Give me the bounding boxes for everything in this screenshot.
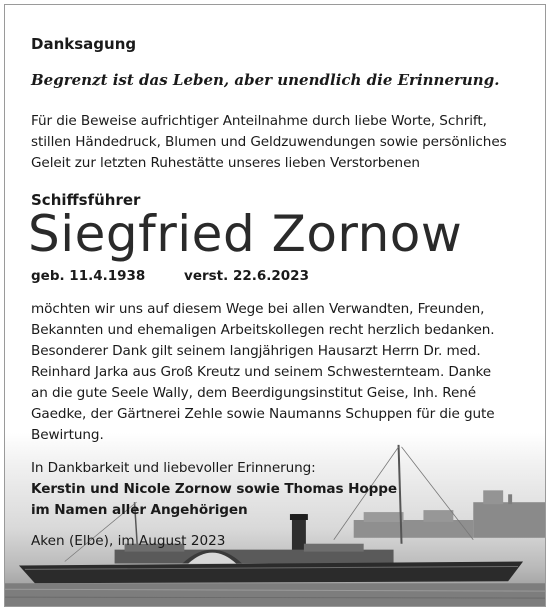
thanks-line: möchten wir uns auf diesem Wege bei allen Verwandten, Freunden,: [31, 301, 485, 317]
thanks-line: Bekannten und ehemaligen Arbeitskollegen recht herzlich bedanken.: [31, 322, 495, 338]
signers-line: im Namen aller Angehörigen: [31, 502, 248, 518]
death-date: verst. 22.6.2023: [184, 268, 309, 284]
closing-line: In Dankbarkeit und liebevoller Erinnerung:: [31, 460, 316, 476]
intro-line: Für die Beweise aufrichtiger Anteilnahme durch liebe Worte, Schrift,: [31, 113, 487, 129]
notice-heading: Danksagung: [31, 35, 137, 53]
thanks-line: Gaedke, der Gärtnerei Zehle sowie Naumanns Schuppen für die gute: [31, 406, 495, 422]
motto-quote: Begrenzt ist das Leben, aber unendlich die Erinnerung.: [31, 71, 500, 89]
intro-line: stillen Händedruck, Blumen und Geldzuwendungen sowie persönliches: [31, 134, 507, 150]
intro-paragraph: [31, 111, 507, 174]
life-dates: [31, 268, 309, 284]
place-and-date: Aken (Elbe), im August 2023: [31, 533, 226, 549]
closing-block: [31, 458, 397, 521]
birth-date: geb. 11.4.1938: [31, 268, 146, 284]
deceased-name: Siegfried Zornow: [28, 205, 463, 263]
thanks-line: Bewirtung.: [31, 427, 104, 443]
signers-line: Kerstin und Nicole Zornow sowie Thomas Hoppe: [31, 481, 397, 497]
intro-line: Geleit zur letzten Ruhestätte unseres lieben Verstorbenen: [31, 155, 420, 171]
occupation-label: Schiffsführer: [31, 191, 141, 209]
thanks-line: Reinhard Jarka aus Groß Kreutz und seinem Schwesternteam. Danke: [31, 364, 492, 380]
obituary-card: [4, 4, 546, 607]
thanks-paragraph: [31, 299, 495, 446]
thanks-line: Besonderer Dank gilt seinem langjährigen Hausarzt Herrn Dr. med.: [31, 343, 481, 359]
thanks-line: an die gute Seele Wally, dem Beerdigungsinstitut Geise, Inh. René: [31, 385, 477, 401]
